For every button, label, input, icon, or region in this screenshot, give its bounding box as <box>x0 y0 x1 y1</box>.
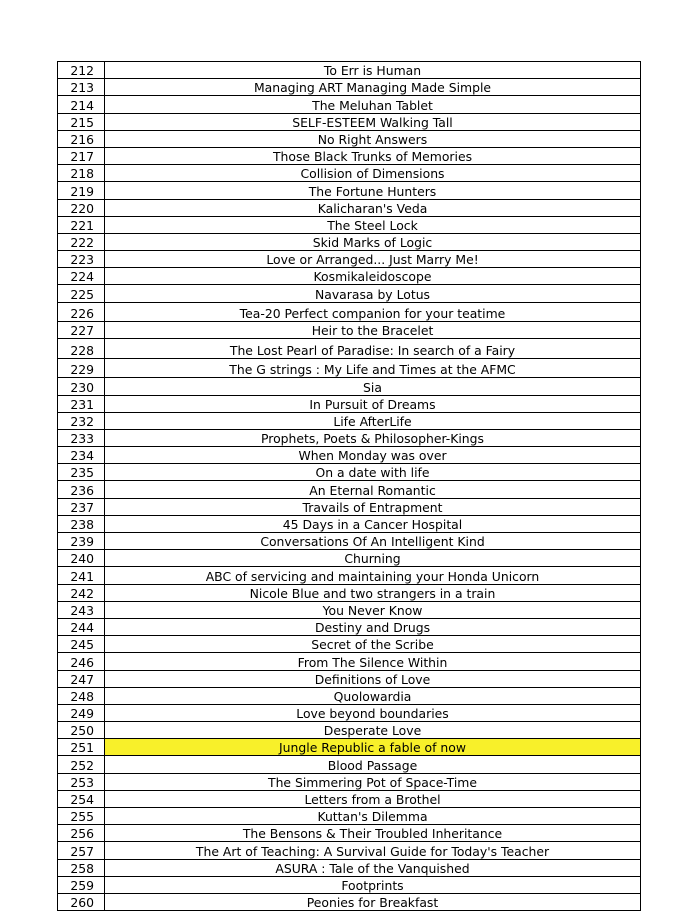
book-title-cell: Those Black Trunks of Memories <box>105 147 641 164</box>
row-number-cell: 236 <box>58 481 105 498</box>
book-title-cell: Managing ART Managing Made Simple <box>105 79 641 96</box>
table-row <box>58 339 641 359</box>
book-title-cell: Churning <box>105 550 641 567</box>
book-title-cell: ABC of servicing and maintaining your Honda Unicorn <box>105 567 641 584</box>
row-number-cell: 226 <box>58 302 105 322</box>
row-number-cell: 237 <box>58 498 105 515</box>
row-number-cell: 242 <box>58 584 105 601</box>
book-list-table <box>57 61 641 911</box>
table-row <box>58 704 641 721</box>
book-title-cell: The Lost Pearl of Paradise: In search of a Fairy <box>105 339 641 359</box>
row-number-cell: 219 <box>58 182 105 199</box>
row-number-cell: 212 <box>58 62 105 79</box>
table-row <box>58 358 641 378</box>
book-title-cell: Love or Arranged... Just Marry Me! <box>105 251 641 268</box>
table-row <box>58 251 641 268</box>
highlighted-title-cell: Jungle Republic a fable of now <box>105 739 641 756</box>
book-title-cell: The Bensons & Their Troubled Inheritance <box>105 825 641 842</box>
table-row <box>58 79 641 96</box>
table-row <box>58 550 641 567</box>
table-row <box>58 464 641 481</box>
row-number-cell: 247 <box>58 670 105 687</box>
table-row <box>58 62 641 79</box>
row-number-cell: 240 <box>58 550 105 567</box>
table-row <box>58 893 641 910</box>
book-title-cell: Conversations Of An Intelligent Kind <box>105 533 641 550</box>
book-title-cell: The Simmering Pot of Space-Time <box>105 773 641 790</box>
table-row <box>58 216 641 233</box>
table-row <box>58 842 641 859</box>
book-title-cell: To Err is Human <box>105 62 641 79</box>
row-number-cell: 246 <box>58 653 105 670</box>
row-number-cell: 217 <box>58 147 105 164</box>
row-number-cell: 233 <box>58 429 105 446</box>
row-number-cell: 218 <box>58 165 105 182</box>
book-title-cell: Destiny and Drugs <box>105 618 641 635</box>
book-title-cell: Letters from a Brothel <box>105 790 641 807</box>
row-number-cell: 238 <box>58 515 105 532</box>
row-number-cell: 222 <box>58 233 105 250</box>
row-number-cell: 234 <box>58 447 105 464</box>
book-title-cell: On a date with life <box>105 464 641 481</box>
row-number-cell: 228 <box>58 339 105 359</box>
book-title-cell: The Art of Teaching: A Survival Guide for Today's Teacher <box>105 842 641 859</box>
table-row <box>58 285 641 302</box>
table-row <box>58 322 641 339</box>
row-number-cell: 254 <box>58 790 105 807</box>
row-number-cell: 255 <box>58 808 105 825</box>
book-title-cell: Kalicharan's Veda <box>105 199 641 216</box>
book-title-cell: Secret of the Scribe <box>105 636 641 653</box>
row-number-cell: 243 <box>58 601 105 618</box>
table-row <box>58 533 641 550</box>
row-number-cell: 213 <box>58 79 105 96</box>
row-number-cell: 260 <box>58 893 105 910</box>
row-number-cell: 244 <box>58 618 105 635</box>
book-title-cell: No Right Answers <box>105 130 641 147</box>
row-number-cell: 253 <box>58 773 105 790</box>
table-row <box>58 165 641 182</box>
row-number-cell: 229 <box>58 358 105 378</box>
table-row <box>58 825 641 842</box>
row-number-cell: 259 <box>58 876 105 893</box>
row-number-cell: 245 <box>58 636 105 653</box>
table-row <box>58 96 641 113</box>
book-title-cell: The Steel Lock <box>105 216 641 233</box>
row-number-cell: 223 <box>58 251 105 268</box>
book-title-cell: Travails of Entrapment <box>105 498 641 515</box>
row-number-cell: 231 <box>58 395 105 412</box>
book-title-cell: The Fortune Hunters <box>105 182 641 199</box>
book-title-cell: 45 Days in a Cancer Hospital <box>105 515 641 532</box>
book-title-cell: Nicole Blue and two strangers in a train <box>105 584 641 601</box>
book-title-cell: Footprints <box>105 876 641 893</box>
book-title-cell: Blood Passage <box>105 756 641 773</box>
table-row <box>58 773 641 790</box>
table-row <box>58 636 641 653</box>
row-number-cell: 252 <box>58 756 105 773</box>
row-number-cell: 230 <box>58 378 105 395</box>
row-number-cell: 224 <box>58 268 105 285</box>
table-row <box>58 233 641 250</box>
table-row <box>58 130 641 147</box>
book-title-cell: Life AfterLife <box>105 412 641 429</box>
row-number-cell: 241 <box>58 567 105 584</box>
row-number-cell: 215 <box>58 113 105 130</box>
table-row <box>58 618 641 635</box>
book-title-cell: Love beyond boundaries <box>105 704 641 721</box>
row-number-cell: 249 <box>58 704 105 721</box>
book-title-cell: Collision of Dimensions <box>105 165 641 182</box>
table-row <box>58 687 641 704</box>
table-body <box>58 62 641 911</box>
table-row <box>58 601 641 618</box>
book-title-cell: When Monday was over <box>105 447 641 464</box>
table-row <box>58 876 641 893</box>
table-row <box>58 268 641 285</box>
book-title-cell: Prophets, Poets & Philosopher-Kings <box>105 429 641 446</box>
table-row <box>58 378 641 395</box>
book-title-cell: Quolowardia <box>105 687 641 704</box>
book-title-cell: The G strings : My Life and Times at the AFMC <box>105 358 641 378</box>
table-row <box>58 395 641 412</box>
table-row <box>58 147 641 164</box>
row-number-cell: 216 <box>58 130 105 147</box>
table-row <box>58 722 641 739</box>
book-title-cell: Desperate Love <box>105 722 641 739</box>
book-title-cell: Kuttan's Dilemma <box>105 808 641 825</box>
row-number-cell: 257 <box>58 842 105 859</box>
table-row <box>58 790 641 807</box>
row-number-cell: 221 <box>58 216 105 233</box>
book-title-cell: ASURA : Tale of the Vanquished <box>105 859 641 876</box>
table-row <box>58 199 641 216</box>
row-number-cell: 232 <box>58 412 105 429</box>
table-row <box>58 584 641 601</box>
book-title-cell: The Meluhan Tablet <box>105 96 641 113</box>
table-row <box>58 859 641 876</box>
table-row <box>58 302 641 322</box>
table-row <box>58 515 641 532</box>
table-row <box>58 756 641 773</box>
table-row <box>58 481 641 498</box>
row-number-cell: 235 <box>58 464 105 481</box>
row-number-cell: 248 <box>58 687 105 704</box>
row-number-cell: 225 <box>58 285 105 302</box>
table-row <box>58 412 641 429</box>
table-row <box>58 113 641 130</box>
row-number-cell: 250 <box>58 722 105 739</box>
table-row <box>58 739 641 756</box>
table-row <box>58 567 641 584</box>
book-title-cell: Skid Marks of Logic <box>105 233 641 250</box>
book-title-cell: Definitions of Love <box>105 670 641 687</box>
table-row <box>58 653 641 670</box>
book-title-cell: Heir to the Bracelet <box>105 322 641 339</box>
book-title-cell: Sia <box>105 378 641 395</box>
row-number-cell: 214 <box>58 96 105 113</box>
table-row <box>58 447 641 464</box>
table-row <box>58 670 641 687</box>
book-title-cell: An Eternal Romantic <box>105 481 641 498</box>
table-row <box>58 498 641 515</box>
book-title-cell: Peonies for Breakfast <box>105 893 641 910</box>
row-number-cell: 239 <box>58 533 105 550</box>
book-title-cell: In Pursuit of Dreams <box>105 395 641 412</box>
row-number-cell: 258 <box>58 859 105 876</box>
row-number-cell: 227 <box>58 322 105 339</box>
book-title-cell: From The Silence Within <box>105 653 641 670</box>
row-number-cell: 220 <box>58 199 105 216</box>
row-number-cell: 256 <box>58 825 105 842</box>
table-row <box>58 808 641 825</box>
book-title-cell: You Never Know <box>105 601 641 618</box>
book-title-cell: Tea-20 Perfect companion for your teatime <box>105 302 641 322</box>
book-title-cell: SELF-ESTEEM Walking Tall <box>105 113 641 130</box>
table-row <box>58 182 641 199</box>
row-number-cell: 251 <box>58 739 105 756</box>
book-title-cell: Navarasa by Lotus <box>105 285 641 302</box>
book-title-cell: Kosmikaleidoscope <box>105 268 641 285</box>
table-row <box>58 429 641 446</box>
